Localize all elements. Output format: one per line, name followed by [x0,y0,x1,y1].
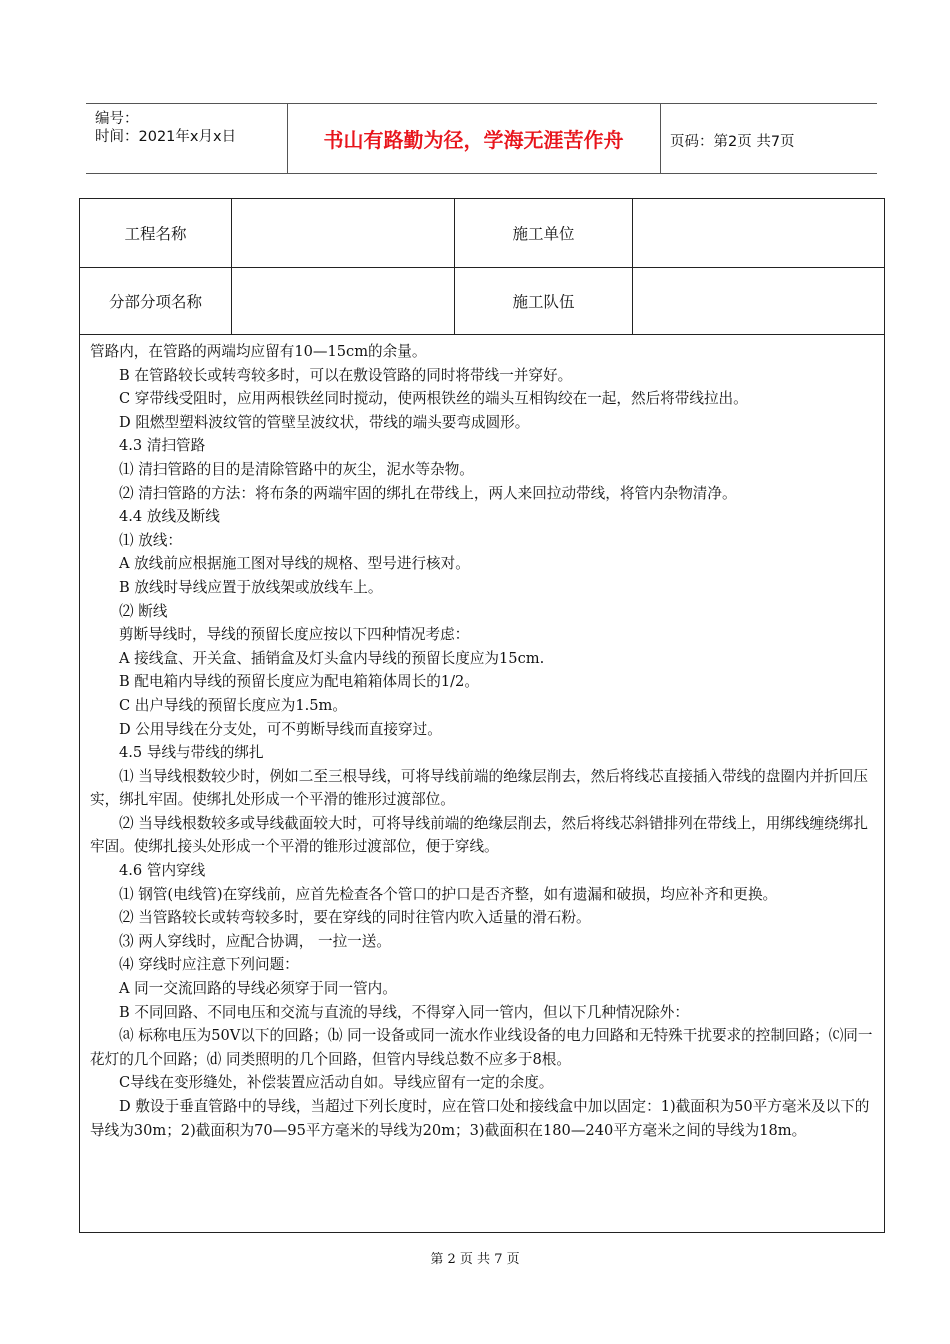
content-paragraph: 4.3 清扫管路 [119,437,206,455]
content-paragraph: ⑵ 断线 [119,602,168,620]
content-paragraph: ⑵ 当导线根数较多或导线截面较大时，可将导线前端的绝缘层削去，然后将线芯斜错排列在带线上，用绑线缠绕绑扎牢固。使绑扎接头处形成一个平滑的锥形过渡部位，便于穿线。 [90,814,868,856]
subproject-label: 分部分项名称 [80,268,232,334]
content-paragraph: A 同一交流回路的导线必须穿于同一管内。 [119,980,397,998]
header-page-info: 页码：第2页 共7页 [670,134,795,150]
content-paragraph: ⑴ 当导线根数较少时，例如二至三根导线，可将导线前端的绝缘层削去，然后将线芯直接插入带线的盘圈内并折回压实，绑扎牢固。使绑扎处形成一个平滑的锥形过渡部位。 [90,767,868,809]
contractor-label: 施工单位 [455,199,633,267]
page-header [86,103,877,174]
content-paragraph: C 出户导线的预留长度应为1.5m。 [119,696,347,714]
doc-number-label: 编号： [95,111,139,127]
form-row-project [80,199,884,268]
content-paragraph: ⑵ 清扫管路的方法：将布条的两端牢固的绑扎在带线上，两人来回拉动带线，将管内杂物清净。 [119,484,737,502]
content-paragraph: ⑷ 穿线时应注意下列问题： [119,956,299,974]
content-paragraph: A 接线盒、开关盒、插销盒及灯头盒内导线的预留长度应为15cm. [119,649,545,667]
contractor-value [633,199,884,267]
project-name-label: 工程名称 [80,199,232,267]
page-footer: 第 2 页 共 7 页 [430,1252,520,1267]
content-paragraph: C 穿带线受阻时，应用两根铁丝同时搅动，使两根铁丝的端头互相钩绞在一起，然后将带线拉出。 [119,390,748,408]
header-meta [86,104,288,173]
team-label: 施工队伍 [455,268,633,334]
content-paragraph: D 公用导线在分支处，可不剪断导线而直接穿过。 [119,720,442,738]
content-paragraph: C导线在变形缝处，补偿装置应活动自如。导线应留有一定的余度。 [119,1074,554,1092]
content-paragraph: D 阻燃型塑料波纹管的管壁呈波纹状，带线的端头要弯成圆形。 [119,413,530,431]
header-page-cell [661,104,877,173]
content-paragraph: 4.4 放线及断线 [119,508,220,526]
header-motto-cell [287,104,661,173]
content-paragraph: ⑴ 放线： [119,531,183,549]
content-paragraph: B 放线时导线应置于放线架或放线车上。 [119,578,383,596]
form-content [90,340,877,1142]
content-paragraph: 剪断导线时，导线的预留长度应按以下四种情况考虑： [119,626,470,644]
project-name-value [232,199,455,267]
content-paragraph: 4.6 管内穿线 [119,862,206,880]
form-row-subproject [80,268,884,335]
content-paragraph: B 不同回路、不同电压和交流与直流的导线，不得穿入同一管内，但以下几种情况除外： [119,1003,689,1021]
subproject-value [232,268,455,334]
content-paragraph: ⒜ 标称电压为50V以下的回路；⒝ 同一设备或同一流水作业线设备的电力回路和无特殊干扰要求的控制回路；⒞同一花灯的几个回路；⒟ 同类照明的几个回路，但管内导线总数不应多于8根。 [90,1027,873,1068]
content-paragraph: ⑶ 两人穿线时，应配合协调， 一拉一送。 [119,932,391,950]
content-paragraph: A 放线前应根据施工图对导线的规格、型号进行核对。 [119,555,470,573]
content-paragraph: B 配电箱内导线的预留长度应为配电箱箱体周长的1/2。 [119,673,479,691]
content-paragraph: ⑵ 当管路较长或转弯较多时，要在穿线的同时往管内吹入适量的滑石粉。 [119,909,591,927]
content-paragraph: D 敷设于垂直管路中的导线，当超过下列长度时，应在管口处和接线盒中加以固定：1)截面积为50平方毫米及以下的导线为30m；2)截面积为70—95平方毫米的导线为20m；3)截面积在180—240平方毫米之间的导线为18m。 [90,1098,870,1139]
content-paragraph: 4.5 导线与带线的绑扎 [119,744,264,762]
content-paragraph: B 在管路较长或转弯较多时，可以在敷设管路的同时将带线一并穿好。 [119,366,573,384]
team-value [633,268,884,334]
content-paragraph: 管路内，在管路的两端均应留有10—15cm的余量。 [90,343,427,360]
construction-form [79,198,885,1233]
content-paragraph: ⑴ 清扫管路的目的是清除管路中的灰尘，泥水等杂物。 [119,460,474,478]
content-paragraph: ⑴ 钢管(电线管)在穿线前，应首先检查各个管口的护口是否齐整，如有遗漏和破损，均应补齐和更换。 [119,885,778,903]
header-motto: 书山有路勤为径，学海无涯苦作舟 [323,128,624,152]
doc-time: 时间：2021年x月x日 [95,129,237,145]
